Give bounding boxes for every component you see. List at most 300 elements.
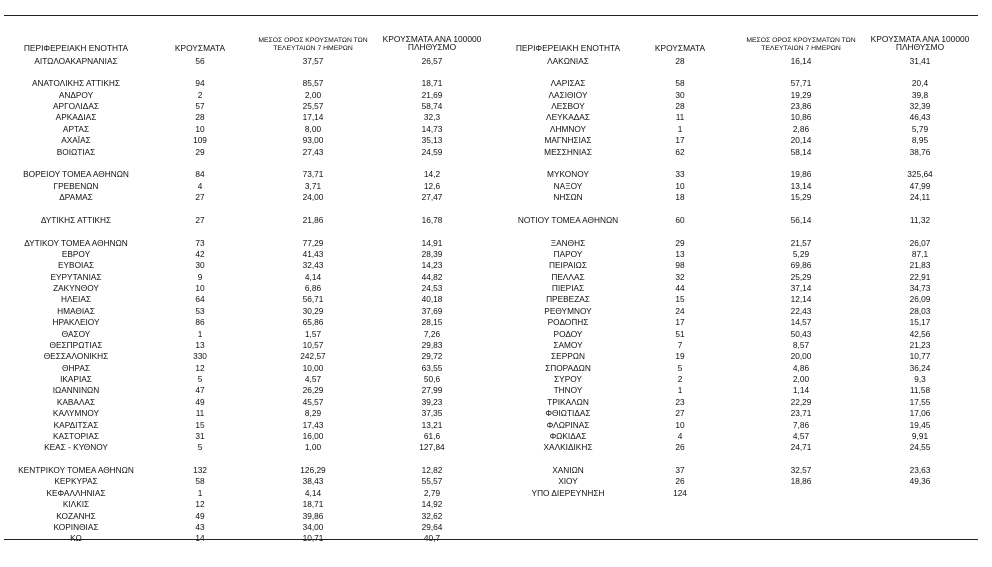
avg-cell: 93,00 bbox=[302, 135, 324, 146]
cases-cell: 57 bbox=[195, 101, 205, 111]
per100k-cell: 40,18 bbox=[421, 294, 443, 305]
cases-cell: 5 bbox=[197, 442, 203, 453]
cases-cell: 13 bbox=[195, 339, 205, 350]
table-row bbox=[0, 340, 500, 351]
avg-cell: 73,71 bbox=[302, 169, 324, 180]
region-name-cell: ΕΥΡΥΤΑΝΙΑΣ bbox=[50, 271, 102, 282]
avg-cell: 15,29 bbox=[790, 192, 812, 202]
per100k-cell: 5,79 bbox=[911, 123, 929, 134]
table-row bbox=[500, 226, 992, 237]
per100k-cell: 127,84 bbox=[419, 442, 445, 453]
cases-cell: 10 bbox=[675, 180, 685, 191]
region-name-cell: ΔΥΤΙΚΟΥ ΤΟΜΕΑ ΑΘΗΝΩΝ bbox=[24, 237, 128, 248]
cases-cell: 124 bbox=[673, 487, 687, 498]
per100k-header bbox=[864, 35, 976, 51]
cases-cell: 28 bbox=[675, 55, 685, 66]
avg-cell: 8,57 bbox=[792, 339, 810, 350]
per100k-cell: 16,78 bbox=[421, 214, 443, 225]
table-row bbox=[0, 317, 500, 328]
cases-cell: 2 bbox=[197, 89, 203, 100]
avg-cell: 24,00 bbox=[302, 192, 324, 202]
per100k-cell: 32,39 bbox=[909, 101, 931, 111]
avg-cell: 4,57 bbox=[792, 430, 810, 441]
avg-cell: 85,57 bbox=[302, 78, 324, 89]
avg-header-line1: ΜΕΣΟΣ ΟΡΟΣ ΚΡΟΥΣΜΑΤΩΝ ΤΩΝ bbox=[258, 37, 368, 44]
avg-header-line1: ΜΕΣΟΣ ΟΡΟΣ ΚΡΟΥΣΜΑΤΩΝ ΤΩΝ bbox=[746, 37, 856, 44]
avg-cell: 45,57 bbox=[302, 396, 324, 407]
per100k-cell: 21,23 bbox=[909, 339, 931, 350]
table-row bbox=[0, 420, 500, 431]
region-name-cell: ΞΑΝΘΗΣ bbox=[550, 237, 586, 248]
cases-cell: 29 bbox=[675, 237, 685, 248]
region-name-cell: ΧΑΝΙΩΝ bbox=[552, 465, 584, 475]
avg-cell: 50,43 bbox=[790, 328, 812, 339]
cases-cell: 58 bbox=[195, 476, 205, 487]
table-row bbox=[500, 78, 992, 89]
region-name-cell: ΣΑΜΟΥ bbox=[553, 339, 583, 350]
table-row bbox=[0, 238, 500, 249]
table-row bbox=[500, 238, 992, 249]
cases-cell: 26 bbox=[675, 442, 685, 453]
right-table bbox=[500, 0, 992, 567]
region-name-cell: ΝΑΞΟΥ bbox=[553, 180, 583, 191]
cases-cell: 30 bbox=[195, 260, 205, 271]
cases-cell: 1 bbox=[677, 123, 683, 134]
per100k-cell: 12,6 bbox=[423, 180, 441, 191]
per100k-cell: 11,32 bbox=[909, 214, 931, 225]
cases-cell: 28 bbox=[195, 112, 205, 123]
avg-cell: 27,43 bbox=[302, 146, 324, 157]
per100k-cell: 19,45 bbox=[909, 419, 931, 430]
per100k-cell: 27,47 bbox=[421, 192, 443, 202]
table-row bbox=[0, 226, 500, 237]
per100k-cell: 17,06 bbox=[909, 408, 931, 419]
cases-cell: 58 bbox=[675, 78, 685, 89]
cases-cell: 37 bbox=[675, 465, 685, 475]
cases-cell: 12 bbox=[195, 362, 205, 373]
cases-cell: 14 bbox=[195, 533, 205, 544]
cases-cell: 64 bbox=[195, 294, 205, 305]
cases-cell: 10 bbox=[195, 123, 205, 134]
cases-cell: 62 bbox=[675, 146, 685, 157]
avg-cell: 24,71 bbox=[790, 442, 812, 453]
per100k-cell: 37,35 bbox=[421, 408, 443, 419]
per100k-cell: 9,3 bbox=[914, 374, 926, 384]
table-row bbox=[500, 476, 992, 487]
region-name-cell: ΚΕΦΑΛΛΗΝΙΑΣ bbox=[46, 487, 106, 498]
per100k-header-line2: ΠΛΗΘΥΣΜΟ bbox=[895, 42, 945, 52]
cases-cell: 13 bbox=[675, 248, 685, 259]
avg-cell: 30,29 bbox=[302, 305, 324, 316]
per100k-cell: 17,55 bbox=[909, 396, 931, 407]
region-name-cell: ΜΑΓΝΗΣΙΑΣ bbox=[544, 135, 592, 146]
cases-cell: 10 bbox=[675, 419, 685, 430]
region-name-cell: ΑΧΑΪΑΣ bbox=[61, 135, 91, 146]
per100k-header-line2: ΠΛΗΘΥΣΜΟ bbox=[407, 42, 457, 52]
region-name-cell: ΦΛΩΡΙΝΑΣ bbox=[546, 419, 590, 430]
table-row bbox=[500, 442, 992, 453]
per100k-cell: 47,99 bbox=[909, 180, 931, 191]
region-name-cell: ΚΑΡΔΙΤΣΑΣ bbox=[53, 419, 99, 430]
cases-cell: 11 bbox=[195, 408, 205, 419]
table-row bbox=[500, 488, 992, 499]
avg-cell: 1,14 bbox=[792, 385, 810, 396]
region-name-cell: ΛΗΜΝΟΥ bbox=[549, 123, 587, 134]
avg-cell: 2,00 bbox=[792, 374, 810, 384]
table-row bbox=[500, 135, 992, 146]
avg-cell: 4,14 bbox=[304, 271, 322, 282]
per100k-cell: 39,8 bbox=[911, 89, 929, 100]
per100k-cell: 87,1 bbox=[911, 248, 929, 259]
cases-cell: 27 bbox=[675, 408, 685, 419]
avg-cell: 10,00 bbox=[302, 362, 324, 373]
table-row bbox=[0, 465, 500, 476]
avg-cell: 37,57 bbox=[302, 55, 324, 66]
avg-cell: 14,57 bbox=[790, 317, 812, 328]
table-row bbox=[500, 249, 992, 260]
table-row bbox=[0, 488, 500, 499]
cases-cell: 7 bbox=[677, 339, 683, 350]
region-header: ΠΕΡΙΦΕΡΕΙΑΚΗ ΕΝΟΤΗΤΑ bbox=[23, 43, 129, 53]
avg-cell: 19,29 bbox=[790, 89, 812, 100]
table-row bbox=[0, 363, 500, 374]
per100k-cell: 8,95 bbox=[911, 135, 929, 146]
avg-cell: 2,86 bbox=[792, 123, 810, 134]
region-name-cell: ΗΡΑΚΛΕΙΟΥ bbox=[52, 317, 100, 328]
avg-cell: 13,14 bbox=[790, 180, 812, 191]
per100k-cell: 20,4 bbox=[911, 78, 929, 89]
cases-cell: 5 bbox=[197, 374, 203, 384]
table-row bbox=[500, 192, 992, 203]
cases-cell: 53 bbox=[195, 305, 205, 316]
per100k-cell: 10,77 bbox=[909, 351, 931, 362]
region-name-cell: ΣΕΡΡΩΝ bbox=[551, 351, 585, 362]
region-name-cell: ΛΕΥΚΑΔΑΣ bbox=[546, 112, 590, 123]
cases-cell: 27 bbox=[195, 214, 205, 225]
avg-cell: 6,86 bbox=[304, 283, 322, 293]
region-name-cell: ΑΡΓΟΛΙΔΑΣ bbox=[53, 101, 99, 111]
per100k-cell: 12,82 bbox=[421, 465, 443, 475]
per100k-cell: 24,11 bbox=[909, 192, 931, 202]
cases-cell: 1 bbox=[197, 328, 203, 339]
table-row bbox=[0, 351, 500, 362]
region-name-cell: ΙΚΑΡΙΑΣ bbox=[60, 374, 92, 384]
table-row bbox=[500, 317, 992, 328]
cases-header: ΚΡΟΥΣΜΑΤΑ bbox=[654, 43, 706, 53]
per100k-cell: 44,82 bbox=[421, 271, 443, 282]
table-row bbox=[500, 283, 992, 294]
avg-cell: 41,43 bbox=[302, 248, 324, 259]
region-name-cell: ΠΑΡΟΥ bbox=[553, 248, 583, 259]
region-name-cell: ΝΗΣΩΝ bbox=[553, 192, 583, 202]
cases-cell: 23 bbox=[675, 396, 685, 407]
table-row bbox=[500, 101, 992, 112]
cases-cell: 330 bbox=[193, 351, 207, 362]
per100k-cell: 55,57 bbox=[421, 476, 443, 487]
cases-cell: 27 bbox=[195, 192, 205, 202]
region-name-cell: ΚΑΣΤΟΡΙΑΣ bbox=[52, 430, 100, 441]
per100k-cell: 13,21 bbox=[421, 419, 443, 430]
avg-header-line2: ΤΕΛΕΥΤΑΙΩΝ 7 ΗΜΕΡΩΝ bbox=[761, 45, 841, 52]
cases-cell: 12 bbox=[195, 499, 205, 510]
avg-cell: 17,43 bbox=[302, 419, 324, 430]
avg-cell: 34,00 bbox=[302, 521, 324, 532]
region-name-cell: ΦΩΚΙΔΑΣ bbox=[549, 430, 587, 441]
table-row bbox=[0, 124, 500, 135]
table-row bbox=[500, 112, 992, 123]
avg-cell: 10,86 bbox=[790, 112, 812, 123]
cases-cell: 30 bbox=[675, 89, 685, 100]
per100k-cell: 18,71 bbox=[421, 78, 443, 89]
per100k-cell: 24,55 bbox=[909, 442, 931, 453]
region-name-cell: ΘΕΣΣΑΛΟΝΙΚΗΣ bbox=[43, 351, 109, 362]
cases-cell: 33 bbox=[675, 169, 685, 180]
cases-cell: 32 bbox=[675, 271, 685, 282]
avg-cell: 3,71 bbox=[304, 180, 322, 191]
per100k-cell: 61,6 bbox=[423, 430, 441, 441]
per100k-cell: 2,79 bbox=[423, 487, 441, 498]
per100k-cell: 39,23 bbox=[421, 396, 443, 407]
region-name-cell: ΛΑΚΩΝΙΑΣ bbox=[547, 55, 589, 66]
table-row bbox=[500, 90, 992, 101]
cases-header: ΚΡΟΥΣΜΑΤΑ bbox=[174, 43, 226, 53]
region-name-cell: ΚΟΡΙΝΘΙΑΣ bbox=[53, 521, 99, 532]
cases-cell: 44 bbox=[675, 283, 685, 293]
per100k-cell: 28,03 bbox=[909, 305, 931, 316]
table-row bbox=[500, 67, 992, 78]
per100k-cell: 42,56 bbox=[909, 328, 931, 339]
per100k-cell: 32,62 bbox=[421, 510, 443, 521]
region-name-cell: ΑΝΑΤΟΛΙΚΗΣ ΑΤΤΙΚΗΣ bbox=[31, 78, 121, 89]
avg-cell: 16,00 bbox=[302, 430, 324, 441]
cases-cell: 94 bbox=[195, 78, 205, 89]
per100k-cell: 63,55 bbox=[421, 362, 443, 373]
avg-cell: 18,86 bbox=[790, 476, 812, 487]
avg-cell: 7,86 bbox=[792, 419, 810, 430]
per100k-cell: 9,91 bbox=[911, 430, 929, 441]
table-row bbox=[500, 340, 992, 351]
region-name-cell: ΑΙΤΩΛΟΑΚΑΡΝΑΝΙΑΣ bbox=[34, 55, 118, 66]
region-name-cell: ΚΕΑΣ - ΚΥΘΝΟΥ bbox=[44, 442, 108, 453]
region-name-cell: ΠΕΙΡΑΙΩΣ bbox=[549, 260, 587, 271]
table-row bbox=[0, 135, 500, 146]
avg-cell: 32,43 bbox=[302, 260, 324, 271]
avg-cell: 20,00 bbox=[790, 351, 812, 362]
table-row bbox=[500, 408, 992, 419]
avg-cell: 23,71 bbox=[790, 408, 812, 419]
cases-cell: 43 bbox=[195, 521, 205, 532]
table-row bbox=[0, 90, 500, 101]
avg-cell: 21,57 bbox=[790, 237, 812, 248]
table-row bbox=[0, 272, 500, 283]
region-name-cell: ΜΥΚΟΝΟΥ bbox=[547, 169, 589, 180]
avg-cell: 56,14 bbox=[790, 214, 812, 225]
region-name-cell: ΖΑΚΥΝΘΟΥ bbox=[53, 283, 99, 293]
per100k-cell: 26,57 bbox=[421, 55, 443, 66]
table-row bbox=[500, 272, 992, 283]
region-name-cell: ΠΡΕΒΕΖΑΣ bbox=[546, 294, 590, 305]
table-row bbox=[0, 431, 500, 442]
region-name-cell: ΚΕΡΚΥΡΑΣ bbox=[54, 476, 98, 487]
region-name-cell: ΛΑΡΙΣΑΣ bbox=[550, 78, 586, 89]
table-row bbox=[500, 215, 992, 226]
region-name-cell: ΘΑΣΟΥ bbox=[61, 328, 91, 339]
cases-cell: 15 bbox=[195, 419, 205, 430]
avg-cell: 25,29 bbox=[790, 271, 812, 282]
table-row bbox=[0, 203, 500, 214]
table-row bbox=[500, 363, 992, 374]
table-row bbox=[500, 181, 992, 192]
per100k-header-line1: ΚΡΟΥΣΜΑΤΑ ΑΝΑ 100000 bbox=[870, 34, 970, 44]
region-name-cell: ΓΡΕΒΕΝΩΝ bbox=[53, 180, 99, 191]
table-row bbox=[500, 397, 992, 408]
table-row bbox=[500, 147, 992, 158]
table-row bbox=[500, 454, 992, 465]
table-row bbox=[500, 169, 992, 180]
region-name-cell: ΘΕΣΠΡΩΤΙΑΣ bbox=[49, 339, 103, 350]
table-row bbox=[500, 260, 992, 271]
cases-cell: 60 bbox=[675, 214, 685, 225]
per100k-cell: 325,64 bbox=[907, 169, 933, 180]
per100k-cell: 22,91 bbox=[909, 271, 931, 282]
table-row bbox=[0, 385, 500, 396]
table-row bbox=[0, 442, 500, 453]
region-name-cell: ΠΙΕΡΙΑΣ bbox=[551, 283, 585, 293]
cases-cell: 47 bbox=[195, 385, 205, 396]
avg-cell: 8,00 bbox=[304, 123, 322, 134]
region-name-cell: ΗΜΑΘΙΑΣ bbox=[57, 305, 95, 316]
per100k-cell: 21,83 bbox=[909, 260, 931, 271]
cases-cell: 73 bbox=[195, 237, 205, 248]
per100k-cell: 21,69 bbox=[421, 89, 443, 100]
avg-cell: 1,00 bbox=[304, 442, 322, 453]
region-name-cell: ΑΡΚΑΔΙΑΣ bbox=[55, 112, 97, 123]
cases-cell: 15 bbox=[675, 294, 685, 305]
table-row bbox=[500, 431, 992, 442]
cases-cell: 17 bbox=[675, 317, 685, 328]
per100k-cell: 58,74 bbox=[421, 101, 443, 111]
avg-cell: 57,71 bbox=[790, 78, 812, 89]
avg-cell: 10,57 bbox=[302, 339, 324, 350]
table-row bbox=[500, 158, 992, 169]
cases-cell: 98 bbox=[675, 260, 685, 271]
avg-cell: 39,86 bbox=[302, 510, 324, 521]
per100k-cell: 29,83 bbox=[421, 339, 443, 350]
table-row bbox=[500, 294, 992, 305]
region-name-cell: ΘΗΡΑΣ bbox=[61, 362, 91, 373]
region-name-cell: ΚΟΖΑΝΗΣ bbox=[56, 510, 96, 521]
table-row bbox=[0, 408, 500, 419]
table-row bbox=[0, 215, 500, 226]
avg-cell: 16,14 bbox=[790, 55, 812, 66]
avg-cell: 25,57 bbox=[302, 101, 324, 111]
table-row bbox=[0, 329, 500, 340]
cases-cell: 49 bbox=[195, 510, 205, 521]
avg-header bbox=[252, 37, 374, 53]
region-name-cell: ΡΟΔΟΠΗΣ bbox=[547, 317, 589, 328]
avg-cell: 17,14 bbox=[302, 112, 324, 123]
avg-cell: 26,29 bbox=[302, 385, 324, 396]
table-row bbox=[500, 374, 992, 385]
cases-cell: 26 bbox=[675, 476, 685, 487]
table-row bbox=[0, 192, 500, 203]
avg-cell: 4,57 bbox=[304, 374, 322, 384]
region-name-cell: ΔΥΤΙΚΗΣ ΑΤΤΙΚΗΣ bbox=[40, 214, 112, 225]
avg-cell: 242,57 bbox=[300, 351, 326, 362]
table-row bbox=[500, 420, 992, 431]
table-row bbox=[500, 329, 992, 340]
cases-cell: 31 bbox=[195, 430, 205, 441]
cases-cell: 2 bbox=[677, 374, 683, 384]
avg-cell: 18,71 bbox=[302, 499, 324, 510]
table-row bbox=[500, 124, 992, 135]
cases-cell: 1 bbox=[197, 487, 203, 498]
avg-cell: 4,14 bbox=[304, 487, 322, 498]
per100k-cell: 46,43 bbox=[909, 112, 931, 123]
cases-cell: 56 bbox=[195, 55, 205, 66]
region-name-cell: ΚΕΝΤΡΙΚΟΥ ΤΟΜΕΑ ΑΘΗΝΩΝ bbox=[18, 465, 134, 475]
region-name-cell: ΒΟΙΩΤΙΑΣ bbox=[56, 146, 96, 157]
avg-cell: 5,29 bbox=[792, 248, 810, 259]
cases-cell: 86 bbox=[195, 317, 205, 328]
table-row bbox=[0, 397, 500, 408]
bottom-rule bbox=[4, 539, 978, 540]
cases-cell: 28 bbox=[675, 101, 685, 111]
table-row bbox=[0, 454, 500, 465]
region-header: ΠΕΡΙΦΕΡΕΙΑΚΗ ΕΝΟΤΗΤΑ bbox=[515, 43, 621, 53]
region-name-cell: ΙΩΑΝΝΙΝΩΝ bbox=[52, 385, 100, 396]
region-name-cell: ΠΕΛΛΑΣ bbox=[551, 271, 585, 282]
per100k-cell: 29,64 bbox=[421, 521, 443, 532]
avg-cell: 126,29 bbox=[300, 465, 326, 475]
per100k-cell: 14,23 bbox=[421, 260, 443, 271]
region-name-cell: ΜΕΣΣΗΝΙΑΣ bbox=[544, 146, 592, 157]
region-name-cell: ΧΑΛΚΙΔΙΚΗΣ bbox=[543, 442, 593, 453]
region-name-cell: ΚΑΛΥΜΝΟΥ bbox=[52, 408, 100, 419]
cases-cell: 29 bbox=[195, 146, 205, 157]
avg-cell: 22,29 bbox=[790, 396, 812, 407]
region-name-cell: ΡΟΔΟΥ bbox=[553, 328, 583, 339]
cases-cell: 42 bbox=[195, 248, 205, 259]
region-name-cell: ΡΕΘΥΜΝΟΥ bbox=[544, 305, 592, 316]
avg-cell: 21,86 bbox=[302, 214, 324, 225]
per100k-cell: 32,3 bbox=[423, 112, 441, 123]
avg-cell: 22,43 bbox=[790, 305, 812, 316]
cases-cell: 11 bbox=[675, 112, 685, 123]
region-name-cell: ΧΙΟΥ bbox=[558, 476, 578, 487]
avg-cell: 20,14 bbox=[790, 135, 812, 146]
avg-header bbox=[740, 37, 862, 53]
per100k-cell: 14,92 bbox=[421, 499, 443, 510]
region-name-cell: ΚΩ bbox=[70, 533, 82, 544]
per100k-cell: 49,36 bbox=[909, 476, 931, 487]
avg-cell: 58,14 bbox=[790, 146, 812, 157]
table-row bbox=[500, 465, 992, 476]
table-row bbox=[0, 78, 500, 89]
table-row bbox=[0, 499, 500, 510]
cases-cell: 4 bbox=[197, 180, 203, 191]
per100k-cell: 36,24 bbox=[909, 362, 931, 373]
region-name-cell: ΣΠΟΡΑΔΩΝ bbox=[545, 362, 591, 373]
cases-cell: 10 bbox=[195, 283, 205, 293]
avg-cell: 69,86 bbox=[790, 260, 812, 271]
cases-cell: 132 bbox=[193, 465, 207, 475]
cases-cell: 49 bbox=[195, 396, 205, 407]
table-row bbox=[0, 158, 500, 169]
region-name-cell: ΗΛΕΙΑΣ bbox=[60, 294, 92, 305]
per100k-cell: 23,63 bbox=[909, 465, 931, 475]
region-name-cell: ΛΕΣΒΟΥ bbox=[551, 101, 585, 111]
